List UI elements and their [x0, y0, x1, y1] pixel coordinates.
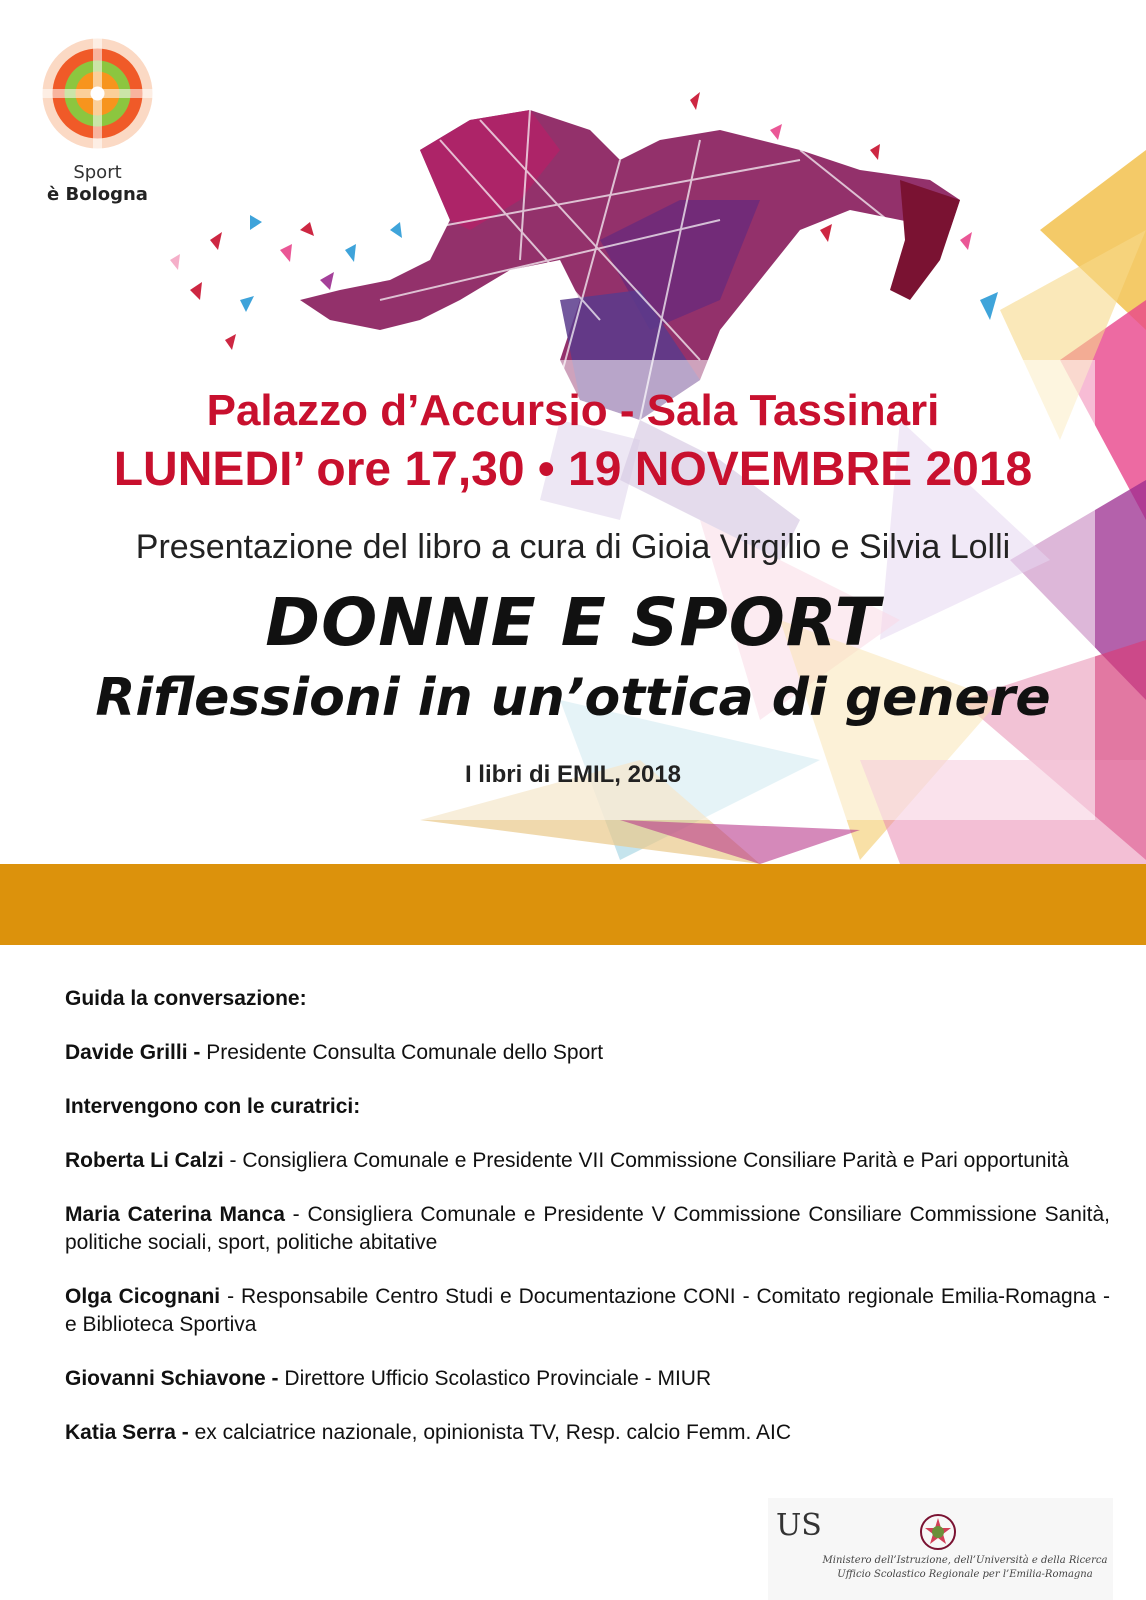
ministry-caption [820, 1554, 1110, 1582]
speaker-entry [65, 1365, 1110, 1393]
ministry-line-2: Ufficio Scolastico Regionale per l’Emilia-Romagna [837, 1569, 1093, 1580]
presentation-line: Presentazione del libro a cura di Gioia Virgilio e Silvia Lolli [135, 528, 1011, 566]
event-venue: Palazzo d’Accursio - Sala Tassinari [206, 386, 940, 435]
speaker-name: Katia Serra - [65, 1421, 189, 1444]
moderator-name: Davide Grilli - [65, 1041, 201, 1064]
speakers-heading: Intervengono con le curatrici: [65, 1095, 361, 1118]
speaker-entry [65, 1283, 1110, 1339]
book-title: DONNE E SPORT [265, 584, 881, 661]
target-logo-icon [40, 36, 155, 151]
speaker-entry [65, 1147, 1110, 1175]
speaker-entry [65, 1419, 1110, 1447]
speaker-name: Maria Caterina Manca [65, 1203, 285, 1226]
speaker-entry [65, 1201, 1110, 1257]
ministry-line-1: Ministero dell’Istruzione, dell’Università e della Ricerca [822, 1555, 1108, 1566]
speaker-name: Giovanni Schiavone - [65, 1367, 279, 1390]
sport-e-bologna-logo [40, 36, 155, 206]
book-subtitle: Riflessioni in un’ottica di genere [95, 668, 1051, 728]
us-mark: US [776, 1508, 822, 1543]
publisher-line: I libri di EMIL, 2018 [464, 761, 682, 788]
speaker-role: Direttore Ufficio Scolastico Provinciale - MIUR [278, 1367, 712, 1390]
speaker-name: Roberta Li Calzi [65, 1149, 224, 1172]
logo-line-bologna: è Bologna [47, 184, 148, 205]
speaker-role: - Consigliera Comunale e Presidente V Commissione Consiliare Commissione Sanità, politiche sociali, sport, politiche abitative [65, 1203, 1110, 1254]
event-date: LUNEDI’ ore 17,30 • 19 NOVEMBRE 2018 [113, 443, 1033, 496]
speaker-role: - Consigliera Comunale e Presidente VII Commissione Consiliare Parità e Pari opportunità [223, 1149, 1069, 1172]
moderator-entry [65, 1039, 1110, 1067]
moderator-role: Presidente Consulta Comunale dello Sport [200, 1041, 604, 1064]
moderator-heading: Guida la conversazione: [65, 987, 307, 1010]
orange-band [0, 864, 1146, 945]
program-section [65, 985, 1110, 1447]
speaker-role: - Responsabile Centro Studi e Documentazione CONI - Comitato regionale Emilia-Romagna - e Biblioteca Sportiva [65, 1285, 1110, 1336]
italian-republic-emblem-icon [918, 1512, 958, 1552]
speaker-name: Olga Cicognani [65, 1285, 221, 1308]
speaker-role: ex calciatrice nazionale, opinionista TV, Resp. calcio Femm. AIC [188, 1421, 792, 1444]
ministry-logos [768, 1498, 1113, 1600]
logo-line-sport: Sport [73, 162, 122, 183]
